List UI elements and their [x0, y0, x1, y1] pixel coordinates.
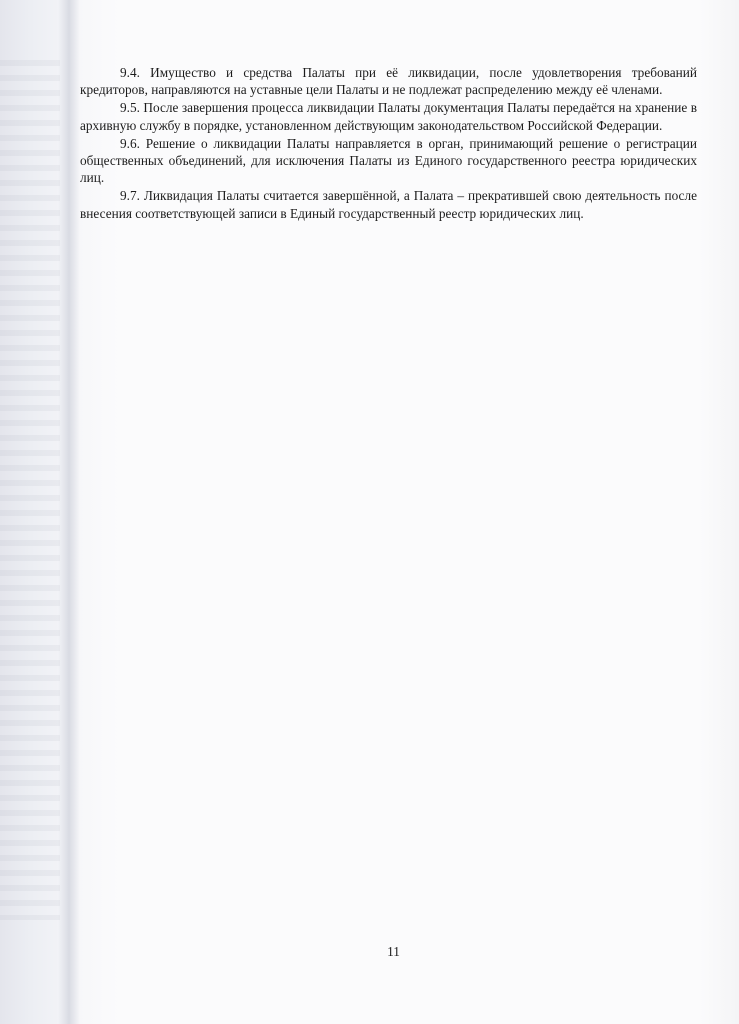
binding-shadow: [58, 0, 80, 1024]
bleed-through-margin: [0, 60, 60, 920]
paragraph-9-5: 9.5. После завершения процесса ликвидации Палаты документация Палаты передаётся на хранение в архивную службу в порядке, установленном действующим законодательством Российской Федерации.: [80, 100, 697, 133]
page-number: 11: [387, 944, 400, 959]
paragraph-9-4: 9.4. Имущество и средства Палаты при её ликвидации, после удовлетворения требований кредиторов, направляются на уставные цели Палаты и не подлежат распределению между её членами.: [80, 65, 697, 98]
paragraph-9-6: 9.6. Решение о ликвидации Палаты направляется в орган, принимающий решение о регистрации общественных объединений, для исключения Палаты из Единого государственного реестра юридических лиц.: [80, 135, 697, 186]
document-body: [80, 64, 697, 223]
paragraph-9-7: 9.7. Ликвидация Палаты считается завершённой, а Палата – прекратившей свою деятельность после внесения соответствующей записи в Единый государственный реестр юридических лиц.: [80, 188, 697, 221]
